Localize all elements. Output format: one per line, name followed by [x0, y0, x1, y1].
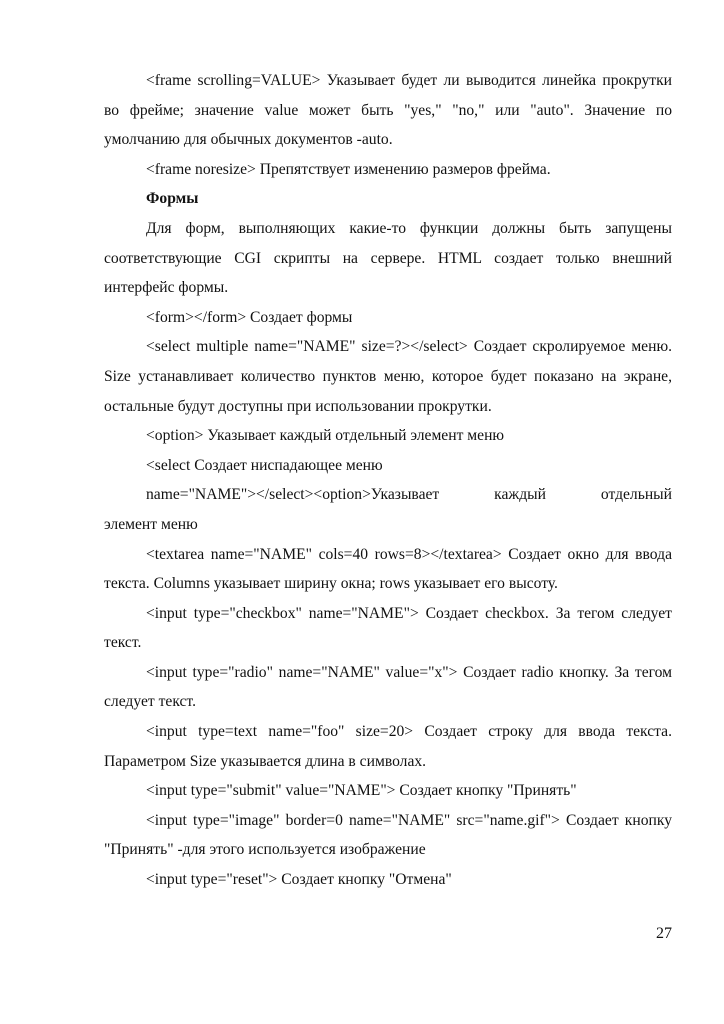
paragraph-select-name-continuation: элемент меню	[104, 515, 198, 533]
paragraph-input-image: <input type="image" border=0 name="NAME" src="name.gif"> Создает кнопку "Принять" -для этого используется изображение	[104, 811, 672, 859]
paragraph-forms-intro: Для форм, выполняющих какие-то функции должны быть запущены соответствующие CGI скрипты на сервере. HTML создает только внешний интерфейс формы.	[104, 219, 672, 297]
paragraph-input-text: <input type=text name="foo" size=20> Создает строку для ввода текста. Параметром Size указывается длина в символах.	[104, 723, 672, 770]
paragraph-frame-noresize: <frame noresize> Препятствует изменению размеров фрейма.	[146, 160, 551, 178]
page-body	[104, 66, 672, 895]
paragraph-input-reset: <input type="reset"> Создает кнопку "Отмена"	[146, 871, 452, 889]
paragraph-select-name-line: name="NAME"></select><option>Указывает каждый отдельный	[146, 486, 672, 504]
section-heading-forms: Формы	[146, 190, 199, 208]
paragraph-select-multiple: <select multiple name="NAME" size=?></select> Создает скролируемое меню. Size устанавливает количество пунктов меню, которое будет показано на экране, остальные будут доступны при использовании прокрутки.	[104, 338, 672, 415]
paragraph-form-tag: <form></form> Создает формы	[146, 308, 353, 326]
paragraph-option-tag: <option> Указывает каждый отдельный элемент меню	[146, 427, 505, 445]
paragraph-textarea: <textarea name="NAME" cols=40 rows=8></textarea> Создает окно для ввода текста. Columns указывает ширину окна; rows указывает его высоту.	[104, 545, 672, 593]
paragraph-input-submit: <input type="submit" value="NAME"> Создает кнопку "Принять"	[146, 782, 577, 800]
page-number: 27	[656, 925, 672, 942]
paragraph-select-dropdown: <select Создает ниспадающее меню	[146, 456, 383, 474]
paragraph-input-checkbox: <input type="checkbox" name="NAME"> Создает checkbox. За тегом следует текст.	[104, 604, 672, 652]
paragraph-frame-scrolling: <frame scrolling=VALUE> Указывает будет ли выводится линейка прокрутки во фрейме; значение value может быть "yes," "no," или "auto". Значение по умолчанию для обычных документов -auto.	[104, 72, 672, 149]
paragraph-input-radio: <input type="radio" name="NAME" value="x"> Создает radio кнопку. За тегом следует текст.	[104, 663, 672, 711]
